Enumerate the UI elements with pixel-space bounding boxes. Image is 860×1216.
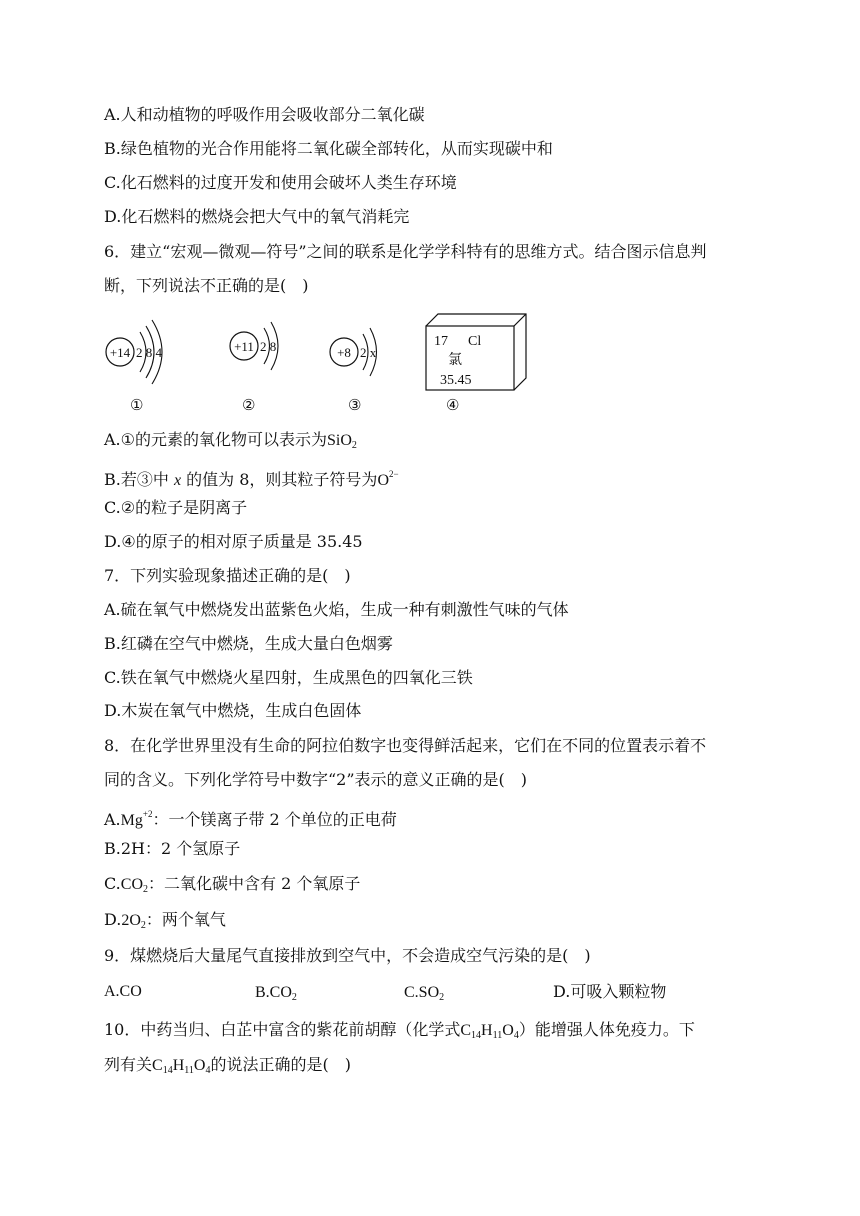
q9-option-a: A.CO — [104, 983, 142, 1000]
mg-valence: +2 — [142, 809, 153, 819]
element-number: 17 — [434, 334, 448, 349]
oxide-ion-formula: O — [377, 472, 389, 489]
q8-option-d-label: D. — [104, 910, 122, 929]
element-mass: 35.45 — [440, 373, 472, 388]
q10-line1-text: 10．中药当归、白芷中富含的紫花前胡醇（化学式 — [104, 1020, 461, 1039]
q9-so2-subscript: 2 — [439, 992, 445, 1003]
q6-stem-line1: 6．建立“宏观—微观—符号”之间的联系是化学学科特有的思维方式。结合图示信息判 — [104, 242, 707, 261]
q6-stem-line2: 断，下列说法不正确的是( ) — [104, 276, 309, 295]
figure-label-4: ④ — [446, 396, 460, 414]
mg-formula: Mg — [120, 812, 143, 829]
q9-so2-formula: C.SO — [404, 984, 440, 1001]
atom3-shells: 2 x — [360, 345, 377, 360]
formula-o-sub: 4 — [205, 1065, 211, 1076]
q7-option-d: D.木炭在氧气中燃烧，生成白色固体 — [104, 701, 362, 720]
q8-option-b: B.2H：2 个氢原子 — [104, 839, 241, 858]
formula-h: H — [172, 1057, 185, 1074]
formula-c-sub: 14 — [162, 1065, 173, 1076]
q10-line1-tail: ）能增强人体免疫力。下 — [518, 1020, 695, 1039]
q9-option-d: D.可吸入颗粒物 — [553, 982, 667, 1001]
q9-co2-subscript: 2 — [291, 992, 297, 1003]
q8-stem-line1: 8．在化学世界里没有生命的阿拉伯数字也变得鲜活起来，它们在不同的位置表示着不 — [104, 736, 707, 755]
q8-option-c-label: C. — [104, 874, 121, 893]
2o2-subscript: 2 — [140, 920, 146, 931]
formula-o-sub: 4 — [513, 1030, 519, 1041]
formula-c: C — [152, 1057, 163, 1074]
q9-option-c — [404, 981, 444, 1009]
atom2-shells: 2 8 — [260, 339, 277, 354]
q5-option-c: C.化石燃料的过度开发和使用会破坏人类生存环境 — [104, 173, 457, 192]
q8-option-a-label: A. — [104, 810, 121, 829]
q6-option-b-mid: 的值为 8，则其粒子符号为 — [186, 470, 378, 489]
atom-diagram-3 — [330, 328, 377, 376]
atom-diagram-1 — [106, 320, 163, 384]
figure-label-3: ③ — [348, 396, 362, 414]
q7-option-c: C.铁在氧气中燃烧火星四射，生成黑色的四氧化三铁 — [104, 668, 473, 687]
q6-option-b-text: B.若③中 — [104, 470, 169, 489]
q10-stem-line2 — [104, 1054, 351, 1082]
q8-option-d — [104, 909, 226, 937]
q8-option-a — [104, 803, 397, 832]
atom1-shells: 2 8 4 — [136, 345, 162, 360]
formula-o: O — [193, 1057, 206, 1074]
q8-option-d-text: ：两个氧气 — [145, 910, 226, 929]
atom3-nucleus: +8 — [337, 345, 351, 360]
co2-subscript: 2 — [143, 884, 148, 895]
q8-option-c-text: ：二氧化碳中含有 2 个氧原子 — [148, 874, 361, 893]
q6-option-b — [104, 463, 399, 492]
formula-c-sub: 14 — [471, 1030, 482, 1041]
q10-line2-text: 列有关 — [104, 1055, 153, 1074]
atom-diagram-2 — [230, 322, 278, 370]
q9-co2-formula: B.CO — [255, 984, 292, 1001]
element-cell-chlorine — [426, 314, 526, 390]
2o2-formula: 2O — [121, 912, 141, 929]
formula-h-sub: 11 — [492, 1030, 503, 1041]
q7-stem: 7．下列实验现象描述正确的是( ) — [104, 566, 351, 585]
formula-h-sub: 11 — [184, 1065, 194, 1076]
atom-structure-figure — [100, 312, 530, 394]
figure-label-1: ① — [130, 396, 144, 414]
figure-label-2: ② — [242, 396, 256, 414]
formula-c: C — [460, 1022, 472, 1039]
formula-o: O — [502, 1022, 514, 1039]
q5-option-a: A.人和动植物的呼吸作用会吸收部分二氧化碳 — [104, 105, 425, 124]
formula-h: H — [481, 1022, 493, 1039]
q6-option-c: C.②的粒子是阴离子 — [104, 498, 248, 517]
q10-stem-line1 — [104, 1019, 695, 1047]
q9-option-b — [255, 981, 297, 1009]
q8-option-a-text: ：一个镁离子带 2 个单位的正电荷 — [152, 810, 397, 829]
q7-option-a: A.硫在氧气中燃烧发出蓝紫色火焰，生成一种有刺激性气味的气体 — [104, 600, 569, 619]
atom1-nucleus: +14 — [109, 345, 131, 360]
q7-option-b: B.红磷在空气中燃烧，生成大量白色烟雾 — [104, 634, 393, 653]
element-name: 氯 — [448, 353, 462, 368]
oxide-ion-charge: 2− — [389, 469, 399, 479]
co2-formula: CO — [120, 876, 143, 893]
q5-option-b: B.绿色植物的光合作用能将二氧化碳全部转化，从而实现碳中和 — [104, 139, 553, 158]
variable-x: x — [173, 472, 182, 489]
q5-option-d: D.化石燃料的燃烧会把大气中的氧气消耗完 — [104, 207, 410, 226]
q8-stem-line2: 同的含义。下列化学符号中数字“2”表示的意义正确的是( ) — [104, 770, 528, 789]
sio2-formula: SiO — [327, 432, 352, 449]
q6-option-d: D.④的原子的相对原子质量是 35.45 — [104, 532, 363, 551]
atom2-nucleus: +11 — [234, 339, 254, 354]
q9-stem: 9．煤燃烧后大量尾气直接排放到空气中，不会造成空气污染的是( ) — [104, 946, 591, 965]
q10-line2-tail: 的说法正确的是( ) — [210, 1055, 351, 1074]
q6-option-a — [104, 429, 357, 457]
element-symbol: Cl — [468, 334, 482, 349]
sio2-subscript: 2 — [351, 440, 357, 451]
q6-option-a-text: A.①的元素的氧化物可以表示为 — [104, 430, 327, 449]
q8-option-c — [104, 873, 360, 901]
